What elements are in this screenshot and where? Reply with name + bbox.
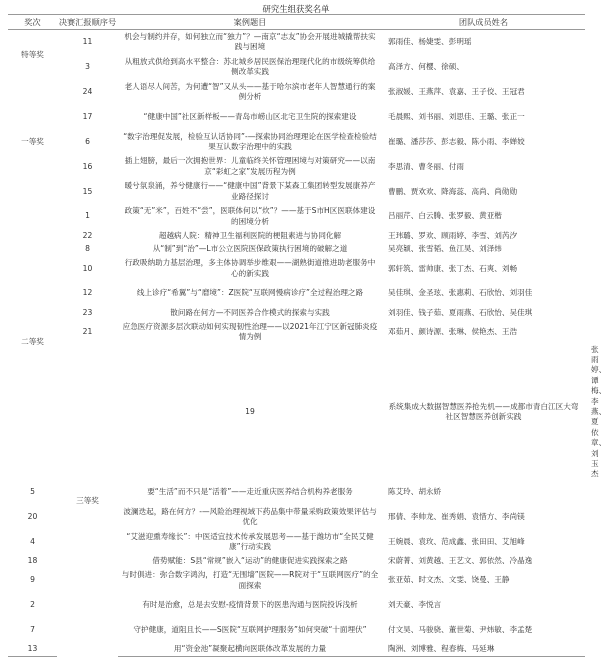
prize-cell: 三等奖 — [76, 495, 99, 505]
team-cell: 吕丽芹、白云腾、张罗毅、黄亚楷 — [388, 211, 502, 221]
table-body — [8, 30, 606, 657]
table-row — [8, 80, 585, 105]
case-cell: 暖兮氛泉涌，养兮健康行——“健康中国”背景下某森工集团转型发展康养产业路径探讨 — [124, 181, 376, 201]
order-cell: 17 — [82, 111, 93, 121]
case-cell: 机会与制约并存，如何独立而“独力”？—南京“志友”协会开展进城撬帮扶实践与困境 — [124, 32, 376, 52]
case-cell: 行政吸纳助力基层治理，多主体协调举步维艰——湖熟街道推进助老服务中心的新实践 — [124, 258, 376, 278]
team-cell: 宋蔚菁、刘黄越、王艺文、郭依然、冷晶逸 — [388, 556, 533, 566]
team-cell: 高泽方、何樱、徐硕、 — [388, 62, 464, 72]
header-case: 案例题目 — [118, 15, 382, 30]
team-cell: 郭雨佳、杨婕雯、彭明瑶 — [388, 37, 472, 47]
case-cell: 系统集成大数据智慧医养抢先机——成都市青白江区大弯社区智慧医养创新实践 — [388, 401, 579, 422]
prize-cell: 特等奖 — [21, 49, 44, 59]
table-row — [8, 281, 585, 306]
order-cell: 7 — [30, 625, 35, 635]
case-cell: 要“生活”而不只是“活着”——走近重庆医养结合机构养老服务 — [147, 487, 353, 497]
table-row — [8, 256, 585, 281]
table-row — [8, 204, 585, 229]
case-cell: 从“制”到“治”—L市公立医院医保政策执行困境的破解之道 — [152, 244, 348, 254]
header-prize: 奖次 — [8, 15, 57, 30]
case-cell: 守护健康，道阻且长——S医院“互联网护理服务”如何突破“十面埋伏” — [133, 625, 367, 635]
order-cell: 12 — [82, 288, 93, 298]
order-cell: 5 — [30, 487, 35, 497]
table-row — [8, 306, 585, 320]
table-row — [8, 243, 585, 257]
table-row — [8, 179, 585, 204]
prize-cell: 一等奖 — [21, 136, 44, 146]
case-cell: 借势赋能：S县“常规”嵌入“运动”的健康促进实践探索之路 — [152, 556, 348, 566]
order-cell: 2 — [30, 600, 35, 610]
case-cell: 有时是治愈，总是去安慰-疫情背景下的医患沟通与医院投诉浅析 — [142, 600, 358, 610]
team-cell: 崔璐、潘莎莎、彭志毅、陈小雨、李婵姣 — [388, 136, 525, 146]
table-row — [8, 105, 585, 130]
order-cell: 23 — [82, 307, 93, 317]
case-cell: “健康中国”社区新样板——青岛市崂山区北宅卫生院的探索建设 — [143, 111, 357, 121]
table-header-row — [8, 15, 585, 30]
order-cell: 24 — [82, 87, 93, 97]
team-cell: 邢倩、李帅龙、崔秀娟、袁惜方、李尚镁 — [388, 511, 525, 521]
order-cell: 6 — [85, 136, 90, 146]
table-row — [8, 154, 585, 179]
team-cell: 陈艾玲、胡永娇 — [388, 487, 442, 497]
header-order: 决赛汇报顺序号 — [57, 15, 118, 30]
document-title: 研究生组获奖名单 — [262, 4, 330, 14]
team-cell: 郭轩筑、雷帅康、张丁杰、石爽、刘畅 — [388, 263, 518, 273]
team-cell: 刘羽佳、钱子茹、夏雨燕、石欣怡、吴佳琪 — [388, 307, 533, 317]
team-cell: 吴亮颖、张雪韬、鱼江昊、刘泽炜 — [388, 244, 502, 254]
order-cell: 15 — [82, 186, 93, 196]
table-row — [8, 229, 585, 243]
team-cell: 陶洲、刘博雅、程春梅、马延琳 — [382, 643, 585, 657]
case-cell: 从粗放式供给到高水平整合：苏北城乡居民医保治理现代化的市级统筹供给侧改革实践 — [124, 56, 376, 77]
case-cell: 用“资金池”凝聚起横向医联体改革发展的力量 — [118, 643, 382, 657]
order-cell: 20 — [27, 511, 38, 521]
order-cell: 19 — [245, 407, 255, 417]
table-row: 三等奖 19 系统集成大数据智慧医养抢先机——成都市青白江区大弯社区智慧医养创新实践 张雨婷、谭梅、李燕、夏依章、刘玉杰 — [8, 345, 585, 480]
order-cell: 16 — [82, 161, 93, 171]
order-cell: 22 — [82, 230, 93, 240]
award-table — [8, 14, 606, 657]
case-cell: 线上诊疗“希翼”与“磨境”：Z医院“互联网慢病诊疗”全过程治理之路 — [136, 288, 364, 298]
table-row — [8, 320, 585, 345]
order-cell: 4 — [30, 536, 35, 546]
case-cell: “艾滋迎熏寿缘长”：中医适宜技术传承发展思考——基于潍坊市“全民艾健康”行动实践 — [126, 531, 374, 552]
order-cell: 1 — [85, 211, 90, 221]
team-cell: 付文昊、马骏骁、董世菊、尹炜敏、李孟楚 — [388, 625, 533, 635]
team-cell: 张亚茹、时文杰、文雯、饶曼、王静 — [388, 575, 510, 585]
order-cell: 13 — [8, 643, 57, 657]
order-cell: 9 — [30, 575, 35, 585]
case-cell: 波澜迭起，路在何方？-—风险治理视域下药品集中带量采购政策效果评估与优化 — [123, 506, 377, 527]
team-cell: 王玮璐、罗欢、顾雨婷、李雪、刘芮汐 — [388, 230, 518, 240]
case-cell: “数字治理促发展，检验互认话协同”-—探索协同治理理论在医学检查检验结果互认数字治理中的实践 — [123, 131, 377, 151]
header-team: 团队成员姓名 — [382, 15, 585, 30]
case-cell: 散问路在何方—不同医养合作模式的探索与实践 — [170, 307, 330, 317]
case-cell: 插上翅膀，最后一次拥抱世界：儿童临终关怀管理困境与对策研究——以南京“彩虹之家”发展历程为例 — [124, 156, 376, 176]
order-cell: 3 — [85, 62, 90, 72]
team-cell: 张淑媛、王燕萍、袁嘉、王子佼、王冠君 — [388, 87, 525, 97]
case-cell: 与时俱进：弥合数字鸿沟，打造“无围墙”医院——R院对于“互联网医疗”的全面探索 — [121, 570, 379, 590]
order-cell: 11 — [82, 37, 93, 47]
team-cell: 邓茹月、颜诗源、张琳、侯艳杰、王浩 — [388, 326, 518, 336]
order-cell: 21 — [82, 326, 93, 336]
order-cell: 8 — [85, 244, 90, 254]
case-cell: 政策“无”米”，百姓不“尝”，医联体何以“炊”？——基于S市H区医联体建设的困境分析 — [124, 206, 376, 226]
team-cell: 曹鹏、贾欢欢、降海蕊、高尚、尚勋勋 — [388, 186, 518, 196]
prize-cell: 二等奖 — [21, 336, 44, 346]
case-cell: 应急医疗资源多层次联动如何实现韧性治理——以2021年江宁区新冠肺炎疫情为例 — [122, 321, 378, 342]
table-row — [8, 30, 585, 55]
case-cell: 超越病人院：精神卫生福利医院的梗阻素进与协同化解 — [158, 230, 342, 240]
table-row — [8, 55, 585, 80]
team-cell: 李思清、曹冬丽、付雨 — [388, 161, 464, 171]
table-row — [8, 130, 585, 155]
team-cell: 王婉晨、袁玫、范成鑫、张田田、艾旭峰 — [388, 536, 525, 546]
case-cell: 老人语尽人间苦，为何遭“智”又从头——基于哈尔滨市老年人智慧通行的案例分析 — [124, 81, 376, 102]
team-cell: 吴佳琪、金圣玹、张惠莉、石欣怡、刘羽佳 — [388, 288, 533, 298]
team-cell: 刘天豪、李悦言 — [388, 600, 442, 610]
order-cell: 10 — [82, 263, 93, 273]
team-cell: 毛晨熙、刘书丽、刘思佳、王璐、张正一 — [388, 111, 525, 121]
order-cell: 18 — [27, 556, 38, 566]
